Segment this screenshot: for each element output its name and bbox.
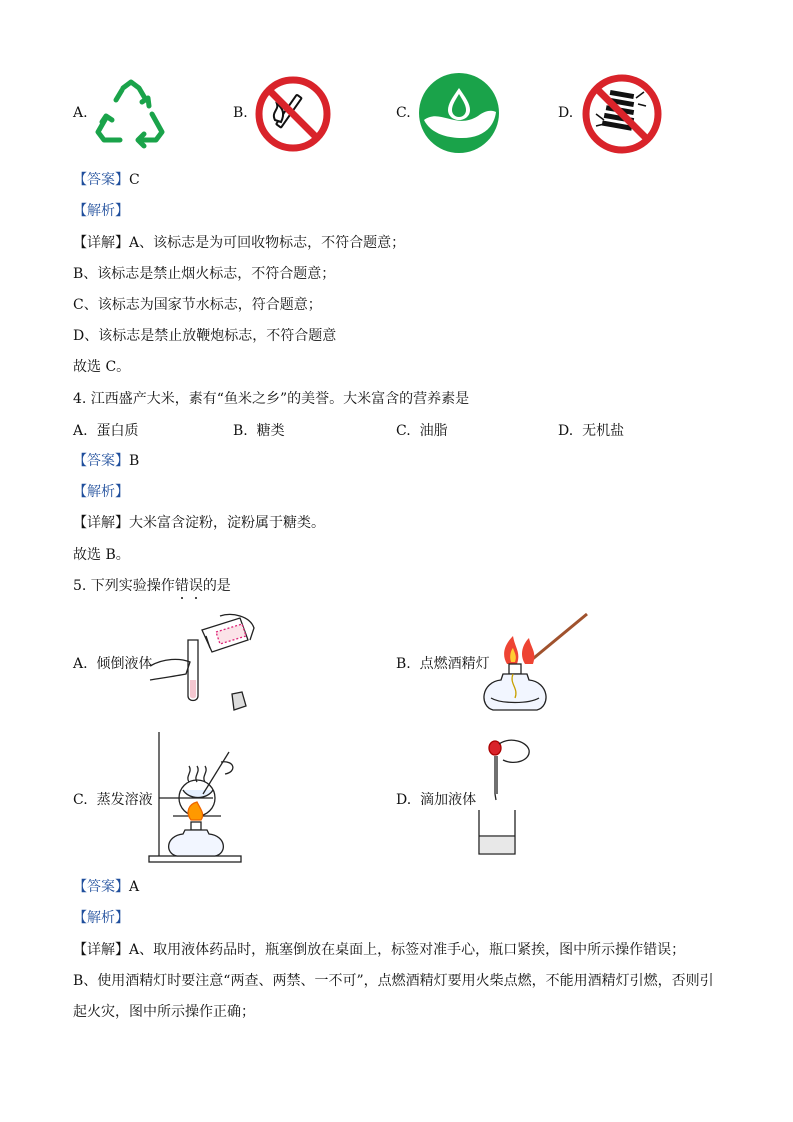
pouring-liquid-illustration	[150, 610, 260, 720]
option-label: A.	[73, 656, 88, 672]
answer-value: B	[129, 453, 140, 469]
detail-tag: 【详解】	[73, 942, 129, 958]
option-text: 油脂	[419, 423, 448, 439]
option-text: 滴加液体	[420, 792, 477, 808]
option-text: 倾倒液体	[96, 656, 153, 672]
q3-detail-line-1	[73, 233, 405, 253]
q4-conclusion: 故选 B。	[73, 547, 130, 563]
q4-option-d	[558, 421, 624, 441]
q5-answer	[73, 877, 139, 897]
q5-detail-line-2: B、使用酒精灯时要注意“两查、两禁、一不可”，点燃酒精灯要用火柴点燃，不能用酒精灯引燃，否则引	[73, 973, 714, 989]
q3-detail-line-3: C、该标志为国家节水标志，符合题意；	[73, 297, 322, 313]
q4-option-a	[73, 421, 138, 441]
option-label: D.	[558, 423, 574, 439]
answer-value: A	[129, 879, 140, 895]
answer-tag: 【答案】	[73, 172, 129, 188]
no-smoking-icon	[255, 76, 331, 152]
water-saving-icon	[418, 72, 500, 154]
q5-detail-line-1	[73, 940, 685, 960]
detail-text: A、取用液体药品时，瓶塞倒放在桌面上，标签对准手心，瓶口紧挨，图中所示操作错误；	[129, 942, 686, 958]
answer-value: C	[129, 172, 140, 188]
q3-option-b-label: B.	[233, 105, 248, 121]
alcohol-lamp-illustration	[485, 608, 595, 718]
q4-analysis-tag: 【解析】	[73, 484, 129, 500]
q4-option-b	[233, 421, 285, 441]
detail-tag: 【详解】	[73, 235, 129, 251]
option-label: D.	[396, 792, 412, 808]
q4-question: 4. 江西盛产大米，素有“鱼米之乡”的美誉。大米富含的营养素是	[73, 391, 470, 407]
emphasis-char: 错	[174, 578, 189, 594]
emphasis-char: 误	[188, 578, 203, 594]
q5-option-d	[396, 790, 476, 810]
q5-option-a	[73, 654, 152, 674]
q3-option-a-label: A.	[73, 105, 88, 121]
q3-analysis-tag: 【解析】	[73, 203, 129, 219]
answer-tag: 【答案】	[73, 453, 129, 469]
q3-option-d-label: D.	[558, 105, 574, 121]
detail-text: 大米富含淀粉，淀粉属于糖类。	[129, 515, 325, 531]
q4-answer	[73, 451, 139, 471]
option-text: 无机盐	[582, 423, 625, 439]
option-label: C.	[396, 423, 411, 439]
q3-option-c-label: C.	[396, 105, 411, 121]
option-text: 点燃酒精灯	[419, 656, 490, 672]
dropper-illustration	[475, 736, 535, 860]
q3-conclusion: 故选 C。	[73, 359, 131, 375]
detail-text: A、该标志是为可回收物标志，不符合题意；	[129, 235, 406, 251]
q3-answer	[73, 170, 140, 190]
q5-option-c	[73, 790, 153, 810]
q3-detail-line-4: D、该标志是禁止放鞭炮标志，不符合题意	[73, 328, 337, 344]
q5-detail-line-3: 起火灾，图中所示操作正确；	[73, 1004, 255, 1020]
evaporation-illustration	[145, 730, 245, 866]
q4-option-c	[396, 421, 448, 441]
answer-tag: 【答案】	[73, 879, 129, 895]
option-text: 糖类	[256, 423, 285, 439]
option-label: C.	[73, 792, 88, 808]
option-text: 蛋白质	[96, 423, 139, 439]
question-prefix: 5. 下列实验操作	[73, 578, 175, 594]
q5-option-b	[396, 654, 490, 674]
option-text: 蒸发溶液	[96, 792, 153, 808]
recycle-icon	[92, 78, 170, 148]
q4-detail	[73, 513, 325, 533]
q5-analysis-tag: 【解析】	[73, 910, 129, 926]
question-suffix: 的是	[202, 578, 231, 594]
detail-tag: 【详解】	[73, 515, 129, 531]
option-label: B.	[396, 656, 411, 672]
option-label: B.	[233, 423, 248, 439]
option-label: A.	[73, 423, 88, 439]
q5-question	[73, 576, 231, 596]
no-firecrackers-icon	[582, 74, 662, 154]
q3-detail-line-2: B、该标志是禁止烟火标志，不符合题意；	[73, 266, 336, 282]
